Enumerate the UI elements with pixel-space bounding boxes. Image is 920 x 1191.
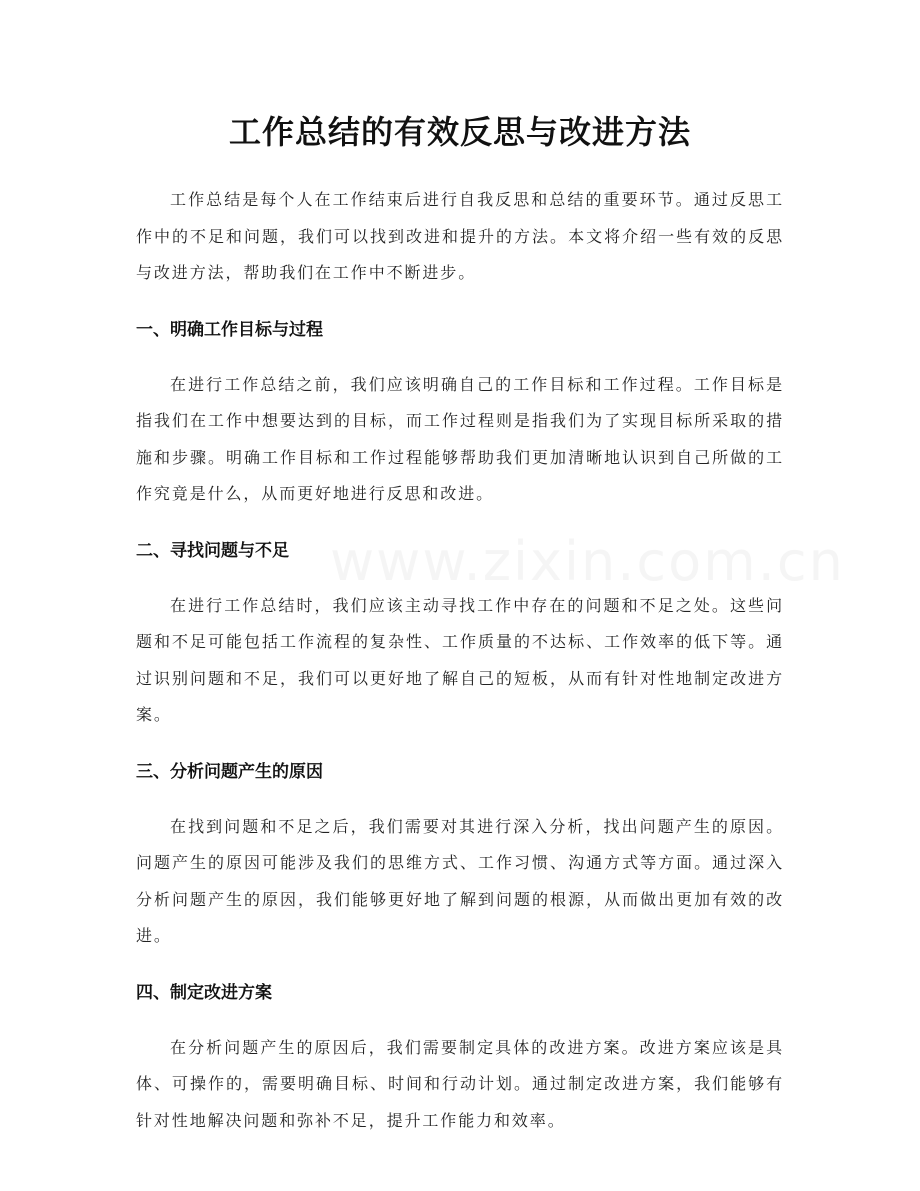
document-body: [136, 182, 784, 1139]
section-heading-3: 三、分析问题产生的原因: [136, 761, 323, 782]
document-title: 工作总结的有效反思与改进方法: [228, 113, 691, 151]
section-paragraph-1: 在进行工作总结之前，我们应该明确自己的工作目标和工作过程。工作目标是指我们在工作中想要达到的目标，而工作过程则是指我们为了实现目标所采取的措施和步骤。明确工作目标和工作过程能够帮助我们更加清晰地认识到自己所做的工作究竟是什么，从而更好地进行反思和改进。: [136, 374, 784, 503]
watermark: www.zixin.com.cn: [330, 530, 845, 593]
intro-paragraph: 工作总结是每个人在工作结束后进行自我反思和总结的重要环节。通过反思工作中的不足和问题，我们可以找到改进和提升的方法。本文将介绍一些有效的反思与改进方法，帮助我们在工作中不断进步。: [136, 190, 784, 282]
section-paragraph-3: 在找到问题和不足之后，我们需要对其进行深入分析，找出问题产生的原因。问题产生的原因可能涉及我们的思维方式、工作习惯、沟通方式等方面。通过深入分析问题产生的原因，我们能够更好地了解到问题的根源，从而做出更加有效的改进。: [136, 816, 784, 945]
section-heading-1: 一、明确工作目标与过程: [136, 319, 323, 340]
section-paragraph-4: 在分析问题产生的原因后，我们需要制定具体的改进方案。改进方案应该是具体、可操作的，需要明确目标、时间和行动计划。通过制定改进方案，我们能够有针对性地解决问题和弥补不足，提升工作能力和效率。: [136, 1037, 784, 1130]
section-heading-4: 四、制定改进方案: [136, 982, 272, 1003]
section-paragraph-2: 在进行工作总结时，我们应该主动寻找工作中存在的问题和不足之处。这些问题和不足可能包括工作流程的复杂性、工作质量的不达标、工作效率的低下等。通过识别问题和不足，我们可以更好地了解自己的短板，从而有针对性地制定改进方案。: [136, 595, 784, 724]
section-heading-2: 二、寻找问题与不足: [136, 540, 289, 561]
